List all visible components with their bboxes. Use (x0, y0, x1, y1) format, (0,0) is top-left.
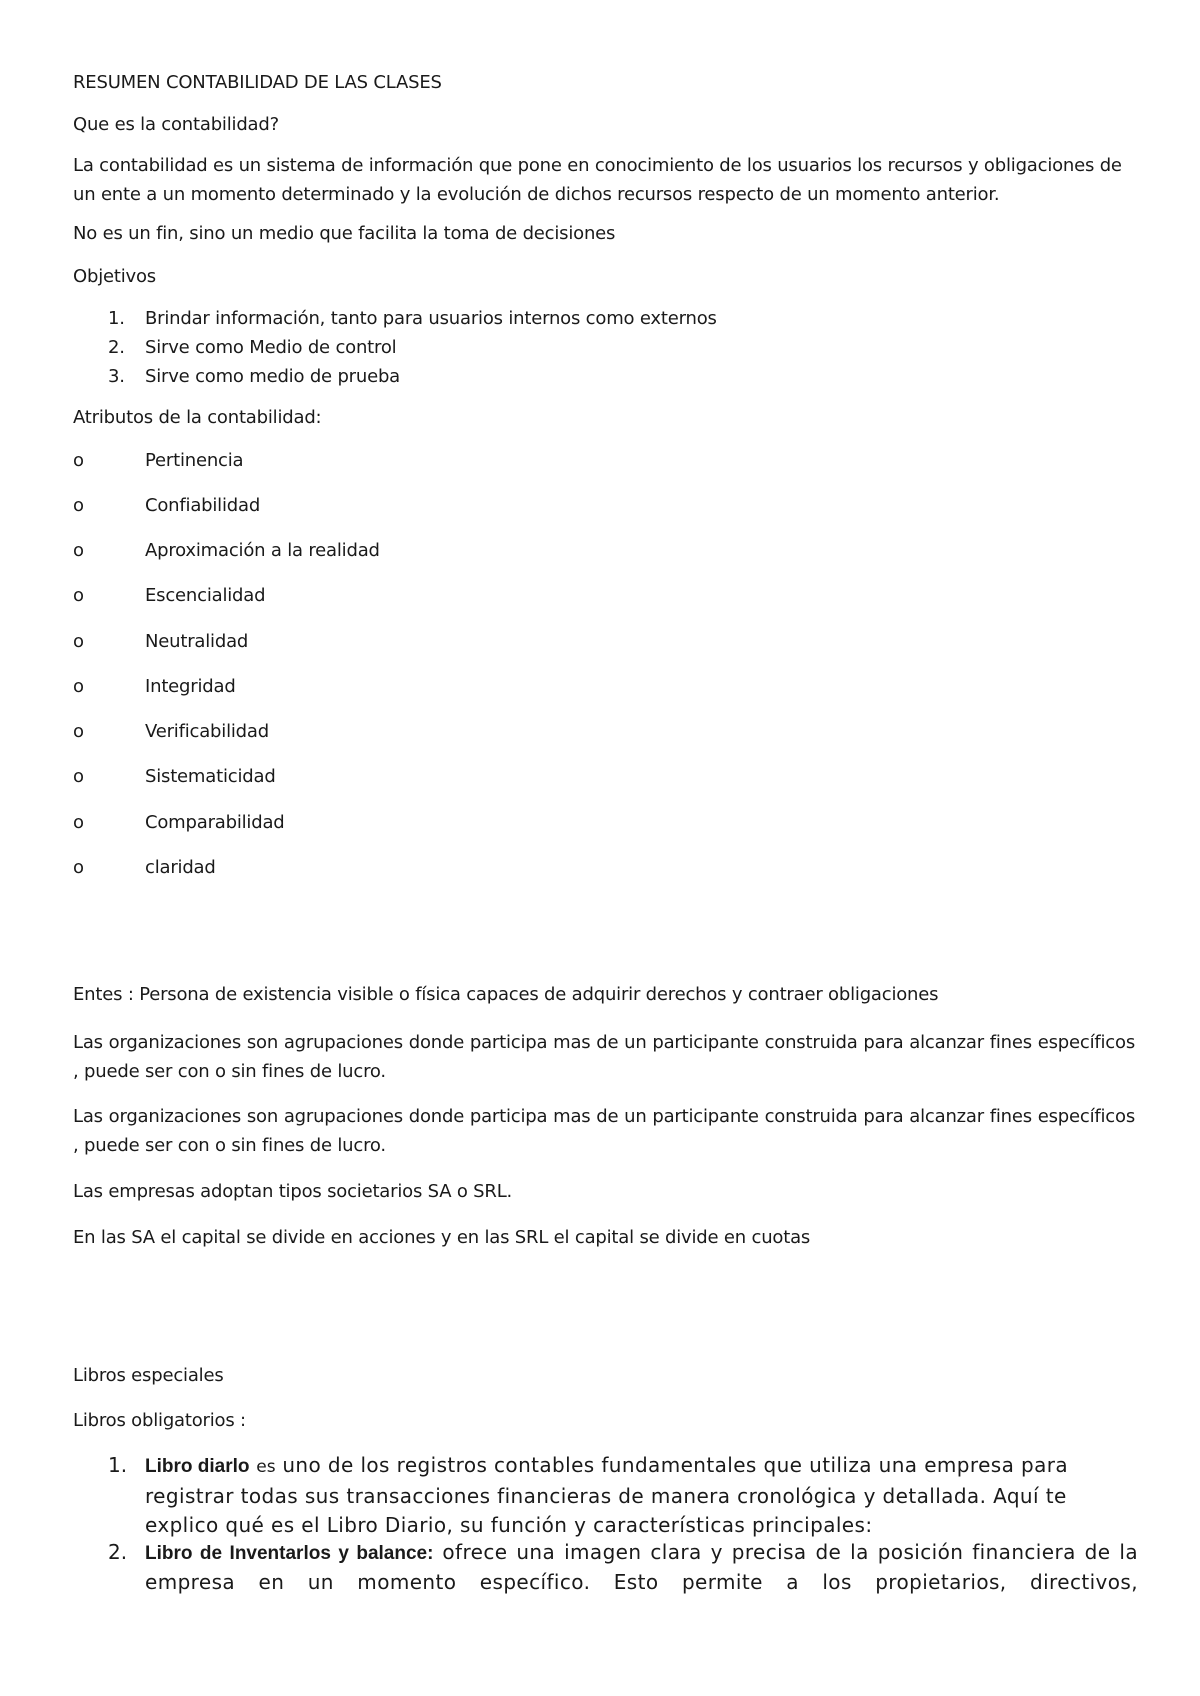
list-number: 3. (108, 366, 125, 387)
organizations-paragraph: Las organizaciones son agrupaciones donde participa mas de un participante construida para alcanzar fines específicos , puede ser con o sin fines de lucro. (73, 1106, 1135, 1156)
objectives-heading: Objetivos (73, 266, 156, 287)
bullet-marker: o (73, 721, 84, 742)
book-text: uno de los registros contables fundamentales que utiliza una empresa para registrar todas sus transacciones financieras de manera cronológica y detallada. Aquí te explico qué es el Libro Diario, su función y características principales: (145, 1453, 1069, 1537)
special-books-heading: Libros especiales (73, 1365, 224, 1386)
list-number: 2. (108, 1540, 128, 1564)
book-description (145, 1538, 1138, 1597)
objective-text: Sirve como Medio de control (145, 337, 397, 358)
question-heading: Que es la contabilidad? (73, 114, 279, 135)
capital-paragraph: En las SA el capital se divide en acciones y en las SRL el capital se divide en cuotas (73, 1227, 811, 1248)
objective-text: Sirve como medio de prueba (145, 366, 401, 387)
attribute-text: Sistematicidad (145, 766, 276, 787)
attribute-text: Integridad (145, 676, 236, 697)
bullet-marker: o (73, 450, 84, 471)
attribute-text: claridad (145, 857, 216, 878)
mandatory-books-heading: Libros obligatorios : (73, 1410, 246, 1431)
bullet-marker: o (73, 812, 84, 833)
document-title: RESUMEN CONTABILIDAD DE LAS CLASES (73, 72, 442, 93)
companies-paragraph: Las empresas adoptan tipos societarios SA o SRL. (73, 1181, 513, 1202)
book-title: Libro diarlo (145, 1456, 250, 1477)
attributes-heading: Atributos de la contabilidad: (73, 407, 322, 428)
book-title: Libro de Inventarlos y balance: (145, 1543, 434, 1564)
definition-paragraph: La contabilidad es un sistema de información que pone en conocimiento de los usuarios los recursos y obligaciones de un ente a un momento determinado y la evolución de dichos recursos respecto de un momento anterior. (73, 155, 1122, 205)
attribute-text: Pertinencia (145, 450, 244, 471)
attribute-text: Comparabilidad (145, 812, 285, 833)
book-description (145, 1451, 1138, 1540)
entes-paragraph: Entes : Persona de existencia visible o física capaces de adquirir derechos y contraer obligaciones (73, 984, 939, 1005)
objective-text: Brindar información, tanto para usuarios internos como externos (145, 308, 717, 329)
bullet-marker: o (73, 676, 84, 697)
bullet-marker: o (73, 495, 84, 516)
organizations-paragraph: Las organizaciones son agrupaciones donde participa mas de un participante construida para alcanzar fines específicos , puede ser con o sin fines de lucro. (73, 1032, 1135, 1082)
attribute-text: Verificabilidad (145, 721, 269, 742)
attribute-text: Confiabilidad (145, 495, 261, 516)
book-lead: es (256, 1457, 276, 1477)
bullet-marker: o (73, 857, 84, 878)
attribute-text: Aproximación a la realidad (145, 540, 380, 561)
list-number: 1. (108, 1453, 128, 1477)
attribute-text: Neutralidad (145, 631, 249, 652)
not-an-end-paragraph: No es un fin, sino un medio que facilita la toma de decisiones (73, 223, 616, 244)
bullet-marker: o (73, 585, 84, 606)
list-number: 2. (108, 337, 125, 358)
bullet-marker: o (73, 766, 84, 787)
book-text: ofrece una imagen clara y precisa de la posición financiera de la empresa en un momento específico. Esto permite a los propietarios, directivos, (145, 1540, 1138, 1594)
list-number: 1. (108, 308, 125, 329)
attribute-text: Escencialidad (145, 585, 266, 606)
bullet-marker: o (73, 631, 84, 652)
bullet-marker: o (73, 540, 84, 561)
